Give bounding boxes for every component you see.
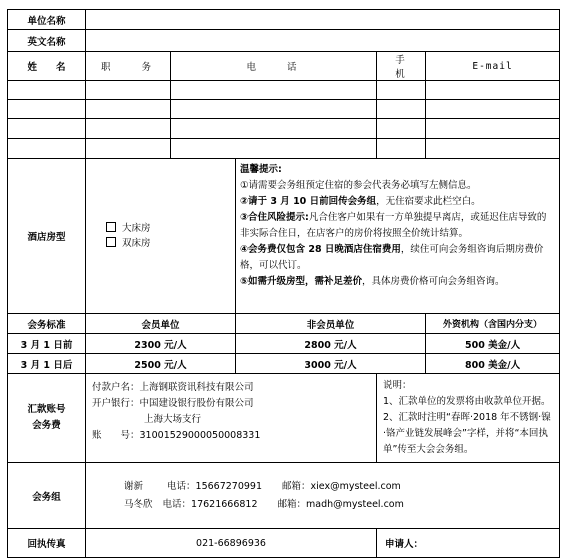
attendee-email-field[interactable] [426,139,560,159]
attendee-name-field[interactable] [8,119,86,139]
before-nonmember-fee: 2800 元/人 [236,334,426,354]
checkbox-icon[interactable] [106,237,116,247]
contact-email[interactable]: xiex@mysteel.com [310,480,401,492]
payee-name: 付款户名：上海钢联资讯科技有限公司 [92,382,254,393]
king-room-option[interactable]: 大床房 [106,221,232,236]
contact-phone[interactable]: 15667270991 [195,480,263,492]
bank-details [86,374,377,463]
tip-3: ③合住风险提示:凡合住客户如果有一方单独提早离店，或延迟住店导致的非实际合住日，在店客户的房价将按照全价统计结算。 [240,212,547,239]
attendee-name-field[interactable] [8,100,86,119]
attendee-position-field[interactable] [86,100,171,119]
attendee-row [8,81,560,100]
attendee-phone-field[interactable] [171,100,377,119]
attendee-mobile-field[interactable] [377,139,426,159]
header-email: E-mail [426,52,560,81]
attendee-position-field[interactable] [86,119,171,139]
notes-title: 说明： [383,380,412,391]
fax-number: 021-66896936 [86,529,377,558]
hotel-room-label: 酒店房型 [8,159,86,314]
tip-1: ①请需要会务组预定住宿的参会代表务必填写左侧信息。 [240,180,477,191]
committee-contacts [86,463,560,529]
header-mobile: 手 机 [377,52,426,81]
attendee-mobile-field[interactable] [377,81,426,100]
attendee-email-field[interactable] [426,119,560,139]
contact-row: 马冬欣 电话：17621666812 邮箱：madh@mysteel.com [124,498,404,510]
attendee-position-field[interactable] [86,139,171,159]
tip-5: ⑤如需升级房型，需补足差价，具体房费价格可向会务组咨询。 [240,276,505,287]
english-name-field[interactable] [86,30,560,52]
unit-name-label: 单位名称 [8,10,86,30]
bank-account-label: 汇款账号 会务费 [8,374,86,463]
contact-row: 谢新 电话：15667270991 邮箱：xiex@mysteel.com [124,480,401,492]
attendee-mobile-field[interactable] [377,119,426,139]
bank-branch: 上海大场支行 [144,414,202,425]
hotel-tips [236,159,560,314]
attendee-phone-field[interactable] [171,139,377,159]
attendee-email-field[interactable] [426,81,560,100]
note-1: 1、汇款单位的发票将由收款单位开据。 [383,396,551,407]
member-header: 会员单位 [86,314,236,334]
attendee-mobile-field[interactable] [377,100,426,119]
attendee-row [8,100,560,119]
after-nonmember-fee: 3000 元/人 [236,354,426,374]
note-2: 2、汇款时注明“春晖·2018 年不锈钢·镍·铬产业链发展峰会”字样，并将“本回执单”传至大会会务组。 [383,412,551,455]
attendee-phone-field[interactable] [171,119,377,139]
room-type-options [86,159,236,314]
nonmember-header: 非会员单位 [236,314,426,334]
header-name: 姓 名 [8,52,86,81]
attendee-position-field[interactable] [86,81,171,100]
attendee-name-field[interactable] [8,81,86,100]
unit-name-field[interactable] [86,10,560,30]
twin-room-option[interactable]: 双床房 [106,236,232,251]
attendee-email-field[interactable] [426,100,560,119]
contact-phone[interactable]: 17621666812 [191,498,258,510]
attendee-row [8,119,560,139]
fee-standard-label: 会务标准 [8,314,86,334]
committee-label: 会务组 [8,463,86,529]
registration-form [7,9,560,558]
after-overseas-fee: 800 美金/人 [426,354,560,374]
fax-label: 回执传真 [8,529,86,558]
remittance-notes [377,374,560,463]
after-date-label: 3 月 1 日后 [8,354,86,374]
english-name-label: 英文名称 [8,30,86,52]
overseas-header: 外资机构（含国内分支） [426,314,560,334]
before-date-label: 3 月 1 日前 [8,334,86,354]
tips-title: 温馨提示: [240,164,282,175]
after-member-fee: 2500 元/人 [86,354,236,374]
header-position: 职 务 [86,52,171,81]
account-number: 账 号：31001529000050008331 [92,430,261,441]
header-phone: 电 话 [171,52,377,81]
attendee-row [8,139,560,159]
bank-name: 开户银行：中国建设银行股份有限公司 [92,398,254,409]
contact-email[interactable]: madh@mysteel.com [306,498,404,510]
before-overseas-fee: 500 美金/人 [426,334,560,354]
before-member-fee: 2300 元/人 [86,334,236,354]
applicant-label[interactable]: 申请人： [377,529,560,558]
checkbox-icon[interactable] [106,222,116,232]
attendee-phone-field[interactable] [171,81,377,100]
attendee-name-field[interactable] [8,139,86,159]
tip-4: ④会务费仅包含 28 日晚酒店住宿费用，续住可向会务组咨询后期房费价格，可以代订。 [240,244,544,271]
tip-2: ②请于 3 月 10 日前回传会务组，无住宿要求此栏空白。 [240,196,481,207]
